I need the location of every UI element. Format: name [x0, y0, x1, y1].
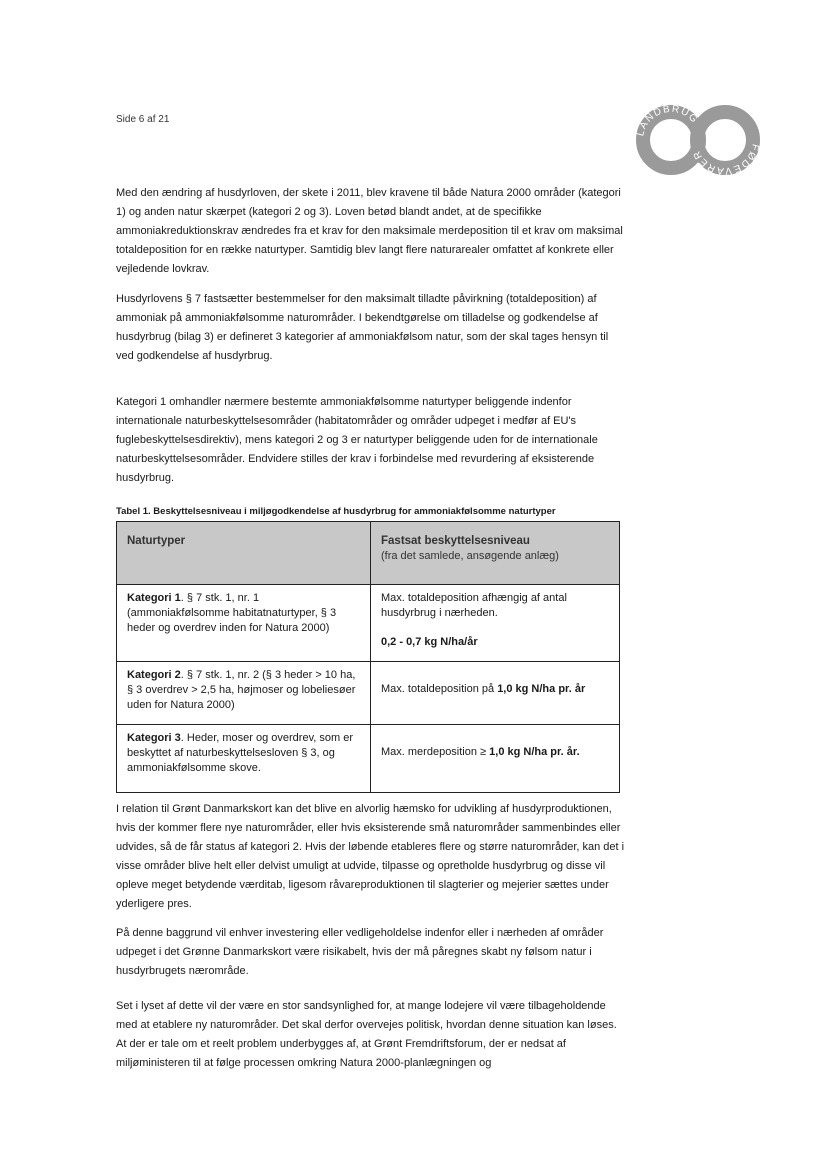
- level-value: 1,0 kg N/ha pr. år: [497, 683, 586, 695]
- category-title: Kategori 1: [127, 592, 181, 604]
- paragraph-green-map: I relation til Grønt Danmarkskort kan det blive en alvorlig hæmsko for udvikling af husdyrproduktionen, hvis der kommer flere nye naturområder, eller hvis eksisterende små naturområder sammenbindes eller udvides, så de får status af kategori 2. Hvis der løbende etableres flere og større naturområder, kan det i visse områder blive helt eller delvist umuligt at udvide, tilpasse og opretholde husdyrbrug og disse vil opleve meget betydende værditab, ligesom råvareproduktionen til slagterier og mejerier sættes under yderligere pres.: [116, 803, 625, 910]
- level-cell: [371, 585, 620, 662]
- page-number: Side 6 af 21: [116, 114, 170, 125]
- paragraph-category-1: Kategori 1 omhandler nærmere bestemte ammoniakfølsomme naturtyper beliggende indenfor internationale naturbeskyttelsesområder (habitatområder og områder udpeget i medfør af EU's fuglebeskyttelsesdirektiv), mens kategori 2 og 3 er naturtyper beliggende uden for de internationale naturbeskyttelsesområder. Endvidere stilles der krav i forbindelse med revurdering af eksisterende husdyrbrug.: [116, 396, 598, 484]
- paragraph-investment-risk: På denne baggrund vil enhver investering eller vedligeholdelse indenfor eller i nærheden af områder udpeget i det Grønne Danmarkskort være risikabelt, hvis der må påregnes skabt ny følsom natur i husdyrbrugets nærområde.: [116, 927, 604, 977]
- paragraph-landowners: Set i lyset af dette vil der være en stor sandsynlighed for, at mange lodejere vil være tilbageholdende med at etablere ny naturområder. Det skal derfor overvejes politisk, hvordan denne situation kan løses. At der er tale om et reelt problem underbygges af, at Grønt Fremdriftsforum, der er nedsat af miljøministeren til at følge processen omkring Natura 2000-planlægningen og: [116, 1000, 617, 1069]
- table-row: [117, 662, 620, 725]
- header-naturtyper-label: Naturtyper: [127, 535, 186, 547]
- logo-right-word: FØDEVARER: [691, 142, 761, 177]
- table-row: [117, 725, 620, 793]
- category-cell: [117, 585, 371, 662]
- header-beskyttelsesniveau-sublabel: (fra det samlede, ansøgende anlæg): [381, 550, 559, 562]
- category-description: . Heder, moser og overdrev, som er beskyttet af naturbeskyttelsesloven § 3, og ammoniakfølsomme skove.: [127, 732, 353, 774]
- category-cell: [117, 725, 371, 793]
- category-description: . § 7 stk. 1, nr. 1 (ammoniakfølsomme habitatnaturtyper, § 3 heder og overdrev inden for Natura 2000): [127, 592, 337, 634]
- logo-left-word: LANDBRUG: [635, 103, 701, 138]
- protection-level-table: [116, 521, 620, 793]
- level-cell: [371, 725, 620, 793]
- paragraph-amendment: Med den ændring af husdyrloven, der skete i 2011, blev kravene til både Natura 2000 områder (kategori 1) og anden natur skærpet (kategori 2 og 3). Loven betød blandt andet, at de specifikke ammoniakreduktionskrav ændredes fra et krav for den maksimale merdeposition til et krav om maksimal totaldeposition for en række naturtyper. Samtidig blev langt flere naturarealer omfattet af konkrete eller vejledende lovkrav.: [116, 187, 623, 275]
- landbrug-og-fodevarer-logo: [628, 100, 768, 180]
- paragraph-section-7: Husdyrlovens § 7 fastsætter bestemmelser for den maksimalt tilladte påvirkning (totaldeposition) af ammoniak på ammoniakfølsomme naturområder. I bekendtgørelse om tilladelse og godkendelse af husdyrbrug (bilag 3) er defineret 3 kategorier af ammoniakfølsom natur, som der skal tages hensyn til ved godkendelse af husdyrbrug.: [116, 293, 609, 362]
- header-beskyttelsesniveau-label: Fastsat beskyttelsesniveau: [381, 535, 530, 547]
- category-description: . § 7 stk. 1, nr. 2 (§ 3 heder > 10 ha, § 3 overdrev > 2,5 ha, højmoser og lobeliesøer uden for Natura 2000): [127, 669, 356, 711]
- level-value: 0,2 - 0,7 kg N/ha/år: [381, 636, 478, 648]
- table-row: [117, 585, 620, 662]
- category-title: Kategori 3: [127, 732, 181, 744]
- table-header-row: [117, 522, 620, 585]
- level-text: Max. merdeposition ≥: [381, 746, 490, 758]
- header-naturtyper: [117, 522, 371, 585]
- level-text: Max. totaldeposition på: [381, 683, 498, 695]
- level-text: Max. totaldeposition afhængig af antal husdyrbrug i nærheden.: [381, 592, 567, 619]
- level-cell: [371, 662, 620, 725]
- category-title: Kategori 2: [127, 669, 181, 681]
- header-beskyttelsesniveau: [371, 522, 620, 585]
- table-caption: Tabel 1. Beskyttelsesniveau i miljøgodkendelse af husdyrbrug for ammoniakfølsomme naturtyper: [116, 506, 556, 517]
- level-value: 1,0 kg N/ha pr. år.: [489, 746, 580, 758]
- category-cell: [117, 662, 371, 725]
